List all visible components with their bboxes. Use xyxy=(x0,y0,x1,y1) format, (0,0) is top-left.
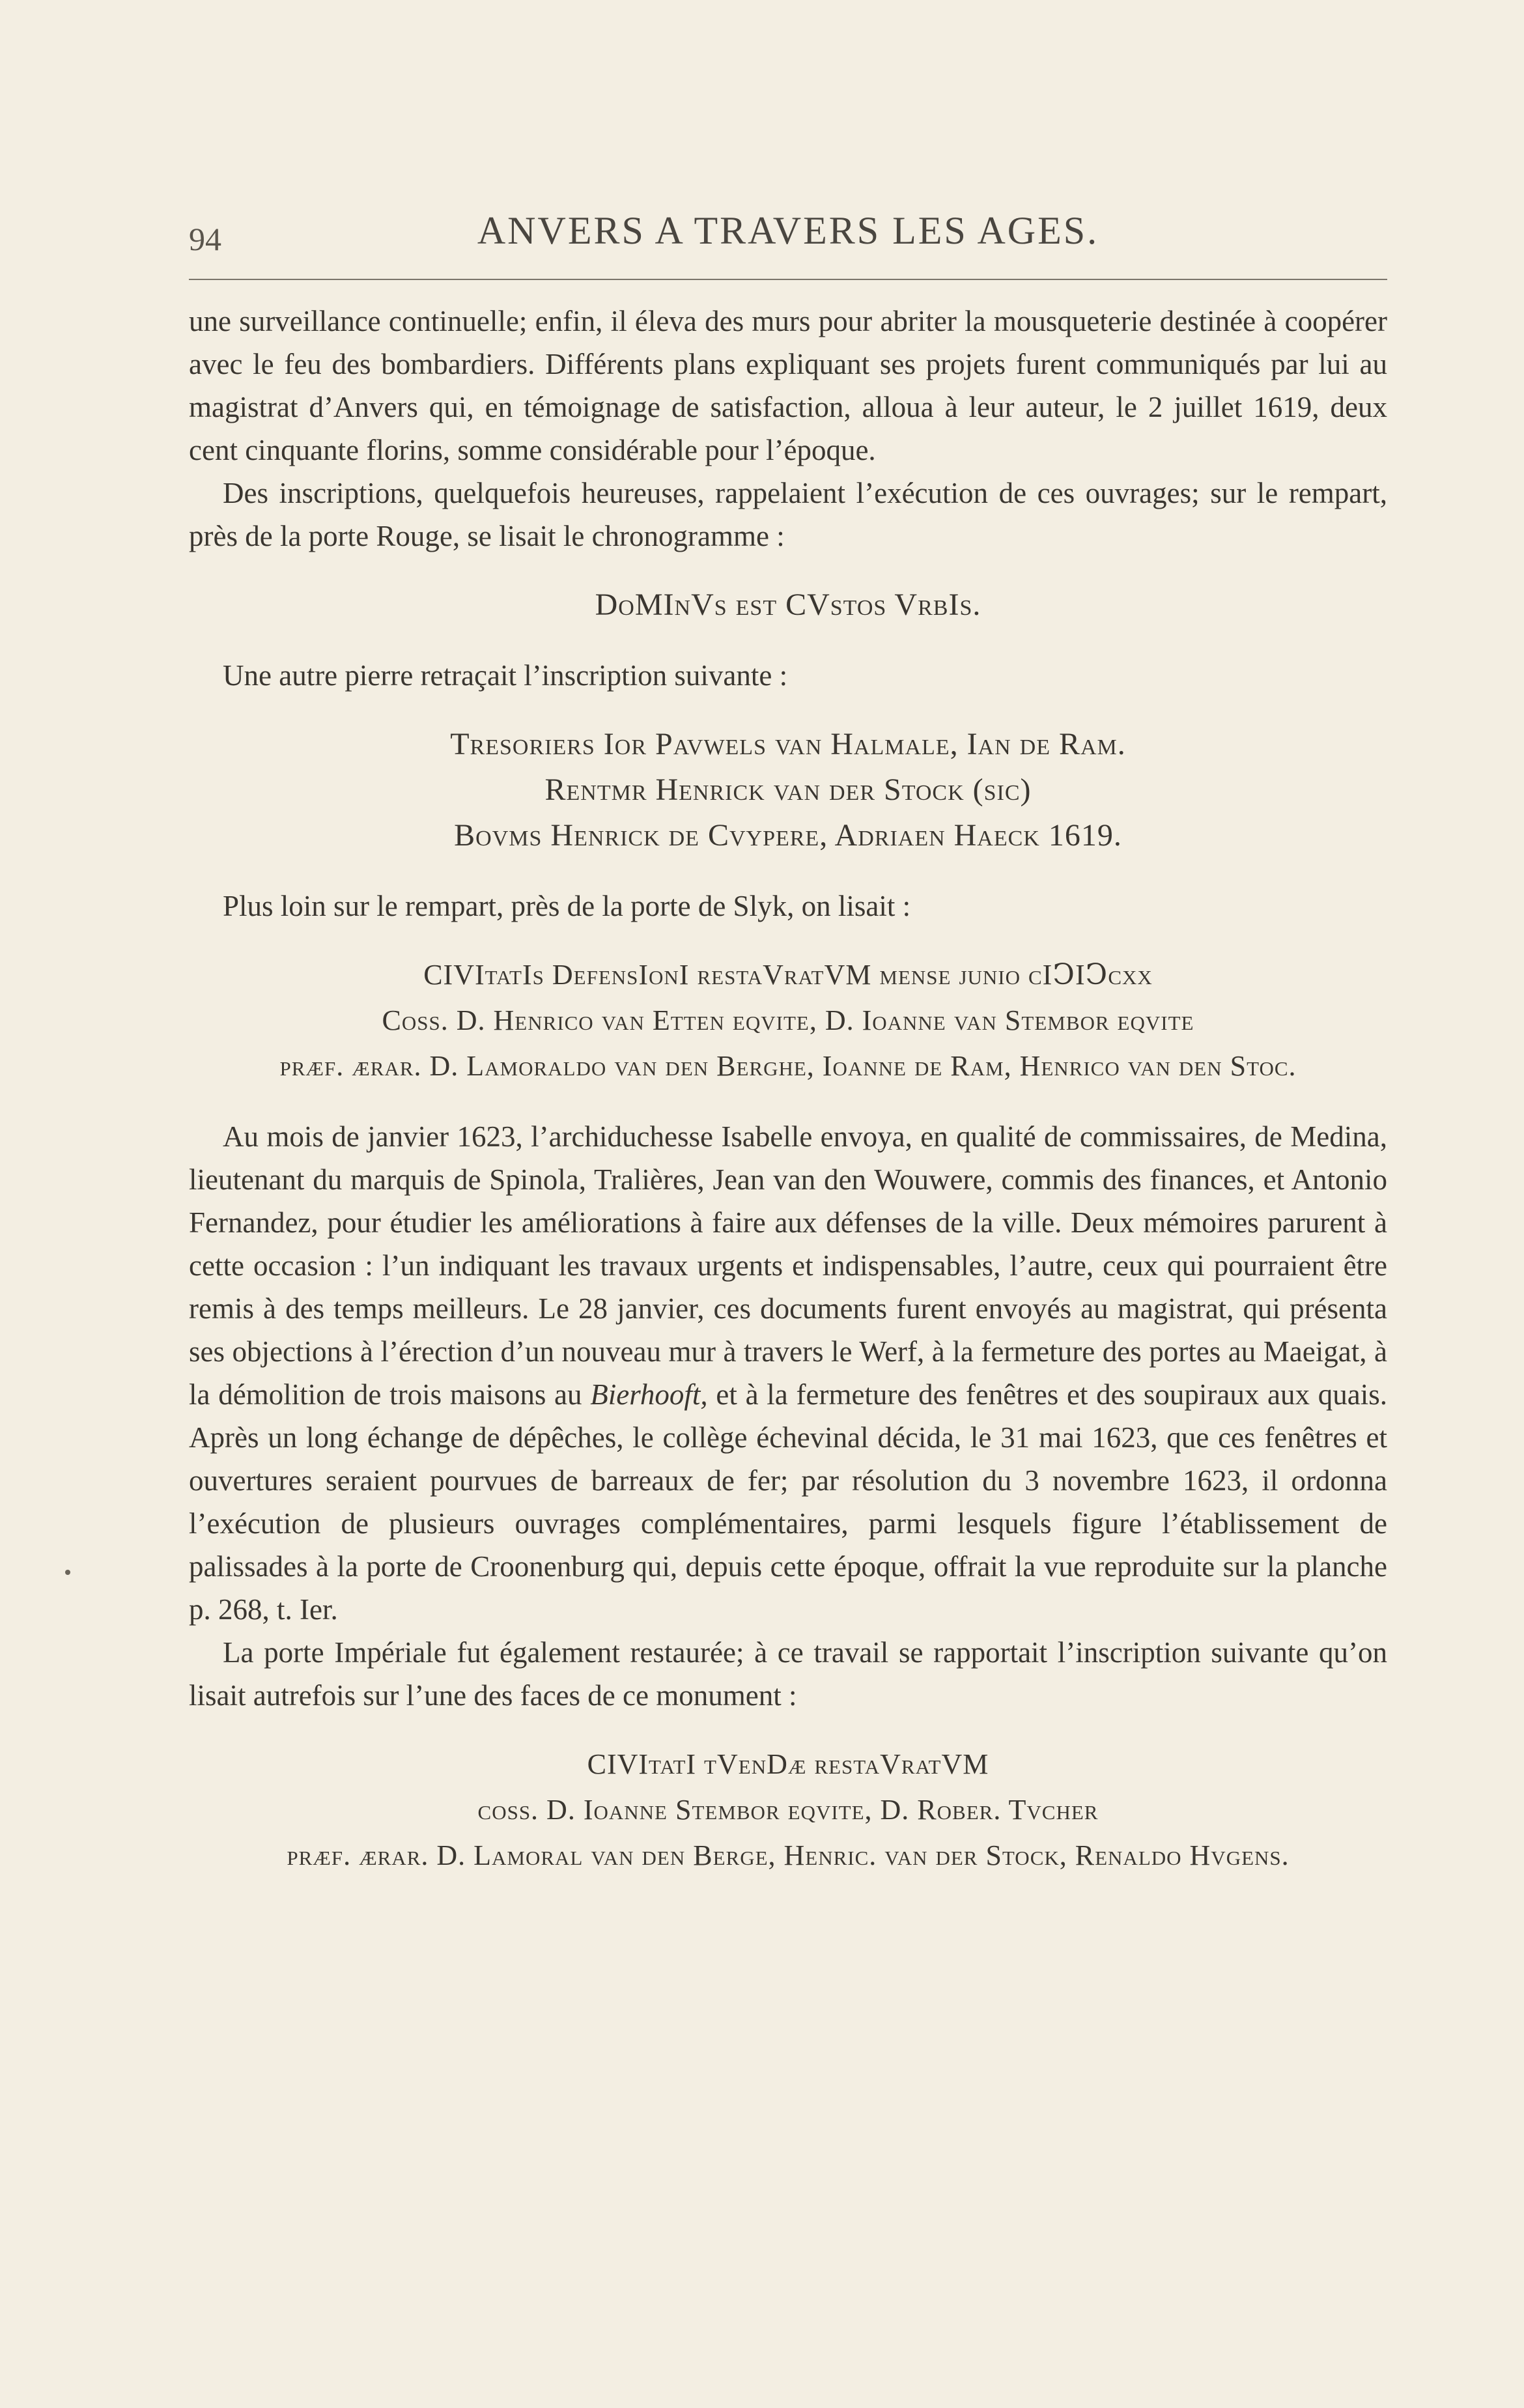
paragraph-5-text-b: et à la fermeture des fenêtres et des soupiraux aux quais. Après un long échange de dépêches, le collège échevinal décida, le 31 mai 1623, que ces fenêtres et ouvertures seraient pourvues de barreaux de fer; par résolution du 3 novembre 1623, il ordonna l’exécution de plusieurs ouvrages complémentaires, parmi lesquels figure l’établissement de palissades à la porte de Croonenburg qui, depuis cette époque, offrait la vue reproduite sur la planche p. 268, t. Ier. xyxy=(189,1378,1387,1626)
paragraph-2: Des inscriptions, quelquefois heureuses, rappelaient l’exécution de ces ouvrages; sur le rempart, près de la porte Rouge, se lisait le chronogramme : xyxy=(189,477,1387,552)
inscription-line: præf. ærar. D. Lamoraldo van den Berghe, Ioanne de Ram, Henrico van den Stoc. xyxy=(279,1050,1297,1082)
inscription-slyk xyxy=(189,952,1387,1089)
paragraph-4: Plus loin sur le rempart, près de la porte de Slyk, on lisait : xyxy=(223,890,911,922)
paragraph-5 xyxy=(189,1115,1387,1631)
inscription-line: Bovms Henrick de Cvypere, Adriaen Haeck 1619. xyxy=(454,818,1122,853)
inscription-line: coss. D. Ioanne Stembor eqvite, D. Rober. Tvcher xyxy=(477,1794,1099,1826)
running-title: ANVERS A TRAVERS LES AGES. xyxy=(477,209,1099,252)
margin-dot xyxy=(65,1570,70,1575)
inscription-line: Coss. D. Henrico van Etten eqvite, D. Ioanne van Stembor eqvite xyxy=(382,1004,1194,1036)
inscription-line: CIVItatIs DefensIonI restaVratVM mense junio cIↃIↃcxx xyxy=(423,959,1153,991)
inscription-line: Rentmr Henrick van der Stock (sic) xyxy=(544,772,1032,807)
body-text xyxy=(189,300,1387,1905)
paragraph-3: Une autre pierre retraçait l’inscription suivante : xyxy=(223,659,788,692)
paragraph-5-italic: Bierhooft, xyxy=(590,1378,708,1411)
paragraph-5-text-a: Au mois de janvier 1623, l’archiduchesse Isabelle envoya, en qualité de commissaires, de Medina, lieutenant du marquis de Spinola, Tralières, Jean van den Wouwere, commis des finances, et Antonio Fernandez, pour étudier les améliorations à faire aux défenses de la ville. Deux mémoires parurent à cette occasion : l’un indiquant les travaux urgents et indispensables, l’autre, ceux qui pourraient être remis à des temps meilleurs. Le 28 janvier, ces documents furent envoyés au magistrat, qui présenta ses objections à l’érection d’un nouveau mur à travers le Werf, à la fermeture des portes au Maeigat, à la démolition de trois maisons au xyxy=(189,1120,1387,1411)
inscription-imperiale xyxy=(189,1742,1387,1878)
page-header xyxy=(189,208,1387,274)
paragraph-1: une surveillance continuelle; enfin, il éleva des murs pour abriter la mousqueterie destinée à coopérer avec le feu des bombardiers. Différents plans expliquant ses projets furent communiqués par lui au magistrat d’Anvers qui, en témoignage de satisfaction, alloua à leur auteur, le 2 juillet 1619, deux cent cinquante florins, somme considérable pour l’époque. xyxy=(189,305,1387,466)
inscription-line: CIVItatI tVenDæ restaVratVM xyxy=(587,1748,989,1780)
inscription-line: Tresoriers Ior Pavwels van Halmale, Ian de Ram. xyxy=(450,727,1126,761)
inscription-tresoriers xyxy=(189,722,1387,858)
inscription-line: DoMInVs est CVstos VrbIs. xyxy=(595,588,981,622)
page-number: 94 xyxy=(189,221,221,257)
inscription-line: præf. ærar. D. Lamoral van den Berge, Henric. van der Stock, Renaldo Hvgens. xyxy=(287,1839,1290,1871)
header-rule xyxy=(189,279,1387,280)
paragraph-6: La porte Impériale fut également restaurée; à ce travail se rapportait l’inscription suivante qu’on lisait autrefois sur l’une des faces de ce monument : xyxy=(189,1636,1387,1712)
inscription-chronogram xyxy=(189,582,1387,628)
